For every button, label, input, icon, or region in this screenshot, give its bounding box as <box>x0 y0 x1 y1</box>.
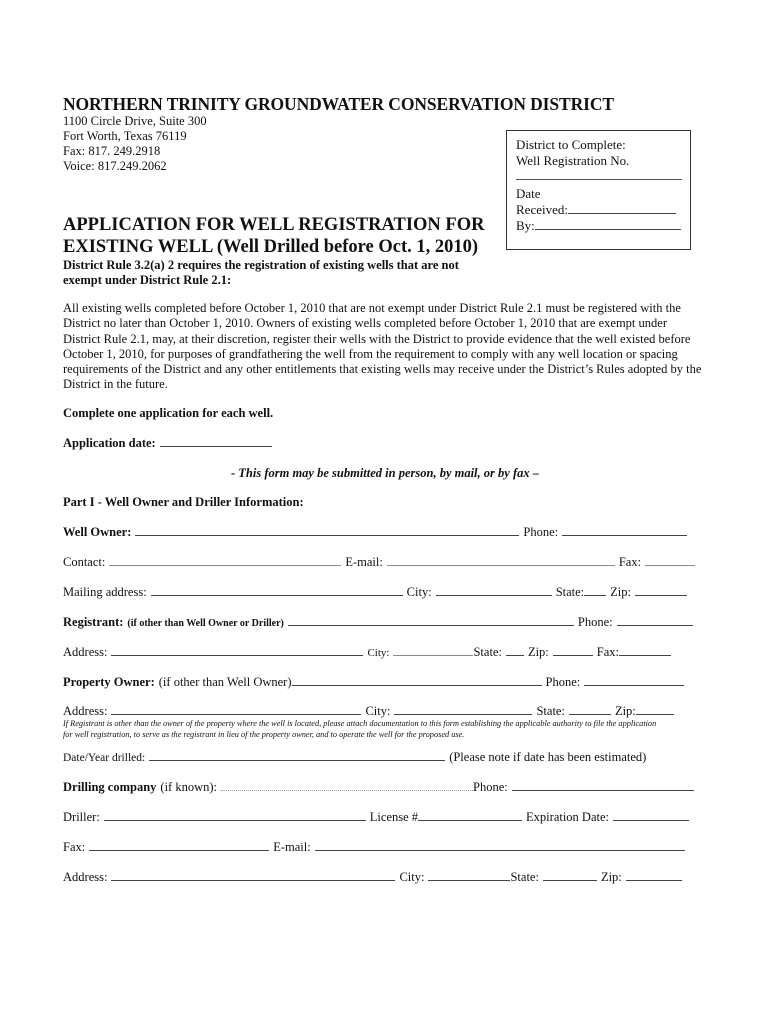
application-date-label: Application date: <box>63 436 156 450</box>
property-owner-phone-field[interactable] <box>584 684 684 686</box>
property-owner-phone-label: Phone: <box>545 675 581 689</box>
property-owner-address-label: Address: <box>63 704 108 718</box>
driller-state-field[interactable] <box>543 879 597 881</box>
date-drilled-note: (Please note if date has been estimated) <box>449 750 647 764</box>
date-drilled-row <box>63 750 646 765</box>
driller-email-field[interactable] <box>315 849 685 851</box>
registrant-note-line2: for well registration, to serve as the registrant in lieu of the property owner, and to operate the well for the proposed use. <box>63 730 465 739</box>
city-field[interactable] <box>436 594 552 596</box>
driller-address-row <box>63 870 682 885</box>
drilling-company-row <box>63 780 694 795</box>
driller-address-field[interactable] <box>111 879 395 881</box>
application-date-field[interactable] <box>160 445 272 447</box>
fax-label: Fax: <box>618 555 642 569</box>
property-owner-label: Property Owner: <box>63 675 155 689</box>
driller-label: Driller: <box>63 810 100 824</box>
date-drilled-label: Date/Year drilled: <box>63 752 146 764</box>
drilling-company-label: Drilling company <box>63 780 157 794</box>
date-received-row <box>516 202 690 218</box>
one-application-note: Complete one application for each well. <box>63 406 274 420</box>
registrant-phone-field[interactable] <box>617 624 693 626</box>
registrant-fax-label: Fax: <box>596 645 620 659</box>
registrant-address-field[interactable] <box>111 654 363 656</box>
rule-note-line2: exempt under District Rule 2.1: <box>63 273 232 287</box>
registrant-label: Registrant: <box>63 615 124 629</box>
expiration-field[interactable] <box>613 819 689 821</box>
driller-fax-field[interactable] <box>89 849 269 851</box>
registrant-zip-label: Zip: <box>527 645 549 659</box>
driller-zip-field[interactable] <box>626 879 682 881</box>
property-owner-qualifier: (if other than Well Owner) <box>158 675 292 689</box>
mailing-address-row <box>63 585 687 600</box>
property-owner-address-field[interactable] <box>111 713 361 715</box>
drilling-company-qualifier: (if known): <box>160 780 218 794</box>
registrant-address-label: Address: <box>63 645 108 659</box>
email-field[interactable] <box>387 564 615 566</box>
address-line2: Fort Worth, Texas 76119 <box>63 129 187 143</box>
property-owner-zip-label: Zip: <box>614 704 636 718</box>
org-name: NORTHERN TRINITY GROUNDWATER CONSERVATION DISTRICT <box>63 94 614 114</box>
address-line1: 1100 Circle Drive, Suite 300 <box>63 114 207 128</box>
well-registration-no-field[interactable] <box>516 179 682 180</box>
drilling-company-phone-field[interactable] <box>512 789 694 791</box>
registrant-city-field[interactable] <box>393 654 473 656</box>
submission-note: - This form may be submitted in person, by mail, or by fax – <box>231 466 539 480</box>
form-title-line1: APPLICATION FOR WELL REGISTRATION FOR <box>63 215 485 235</box>
date-received-field[interactable] <box>568 212 676 214</box>
driller-fax-label: Fax: <box>63 840 86 854</box>
property-owner-city-label: City: <box>365 704 391 718</box>
part1-heading: Part I - Well Owner and Driller Information: <box>63 495 304 509</box>
registrant-fax-field[interactable] <box>619 654 671 656</box>
district-use-box <box>506 130 691 250</box>
mailing-address-field[interactable] <box>151 594 403 596</box>
drilling-company-field[interactable] <box>221 789 473 791</box>
date-drilled-field[interactable] <box>149 759 445 761</box>
zip-field[interactable] <box>635 594 687 596</box>
zip-label: Zip: <box>610 585 631 599</box>
registrant-zip-field[interactable] <box>553 654 593 656</box>
received-label: Received: <box>516 202 568 217</box>
form-title-line2: EXISTING WELL (Well Drilled before Oct. 1, 2010) <box>63 237 479 257</box>
expiration-label: Expiration Date: <box>526 810 610 824</box>
property-owner-field[interactable] <box>292 684 542 686</box>
intro-paragraph: All existing wells completed before October 1, 2010 that are not exempt under District Rule 2.1 must be registered with the District no later than October 1, 2010. Owners of existing wells completed before October 1, 2010 that are exempt under District Rule 2.1, may, at their discretion, register their wells with the District to provide evidence that the well existed before October 1, 2010, for purposes of grandfathering the well from the requirement to comply with any well location or spacing requirements of the District and any other entitlements that existing wells may receive under the District’s Rules adopted by the District in the future. <box>63 301 702 392</box>
registrant-row <box>63 615 693 630</box>
state-label: State: <box>555 585 585 599</box>
fax-field[interactable] <box>645 564 695 566</box>
property-owner-state-label: State: <box>536 704 565 718</box>
district-box-line1: District to Complete: <box>516 137 626 152</box>
driller-state-label: State: <box>510 870 539 884</box>
driller-city-label: City: <box>399 870 425 884</box>
voice-number: Voice: 817.249.2062 <box>63 159 167 173</box>
state-field[interactable] <box>584 594 606 596</box>
registrant-address-row <box>63 645 671 660</box>
well-owner-row <box>63 525 687 540</box>
city-label: City: <box>406 585 432 599</box>
license-label: License # <box>369 810 419 824</box>
registrant-field[interactable] <box>288 624 574 626</box>
district-box-line2: Well Registration No. <box>516 153 630 168</box>
registrant-qualifier: (if other than Well Owner or Driller) <box>127 618 284 629</box>
driller-row <box>63 810 689 825</box>
driller-field[interactable] <box>104 819 366 821</box>
contact-row <box>63 555 695 570</box>
registrant-note-line1: If Registrant is other than the owner of the property where the well is located, please attach documentation to this form establishing the applicable authority to file the application <box>63 719 657 728</box>
registrant-state-label: State: <box>473 645 502 659</box>
by-label: By: <box>516 218 535 233</box>
well-owner-label: Well Owner: <box>63 525 132 539</box>
by-row <box>516 218 690 234</box>
well-owner-field[interactable] <box>135 534 519 536</box>
registrant-city-label: City: <box>367 647 390 659</box>
property-owner-address-row <box>63 704 674 719</box>
drilling-company-phone-label: Phone: <box>473 780 508 794</box>
driller-fax-email-row <box>63 840 685 855</box>
well-owner-phone-label: Phone: <box>523 525 559 539</box>
email-label: E-mail: <box>345 555 383 569</box>
well-owner-phone-field[interactable] <box>562 534 687 536</box>
driller-zip-label: Zip: <box>600 870 622 884</box>
registrant-state-field[interactable] <box>506 654 524 656</box>
license-field[interactable] <box>418 819 522 821</box>
fax-number: Fax: 817. 249.2918 <box>63 144 161 158</box>
property-owner-state-field[interactable] <box>569 713 611 715</box>
contact-label: Contact: <box>63 555 106 569</box>
registrant-phone-label: Phone: <box>577 615 613 629</box>
driller-city-field[interactable] <box>428 879 510 881</box>
date-label: Date <box>516 186 541 201</box>
property-owner-zip-field[interactable] <box>636 713 674 715</box>
driller-address-label: Address: <box>63 870 108 884</box>
received-by-field[interactable] <box>535 228 681 230</box>
property-owner-row <box>63 675 684 690</box>
application-date-row <box>63 436 272 451</box>
contact-field[interactable] <box>109 564 341 566</box>
rule-note-line1: District Rule 3.2(a) 2 requires the registration of existing wells that are not <box>63 258 459 272</box>
driller-email-label: E-mail: <box>273 840 311 854</box>
property-owner-city-field[interactable] <box>394 713 532 715</box>
mailing-address-label: Mailing address: <box>63 585 147 599</box>
